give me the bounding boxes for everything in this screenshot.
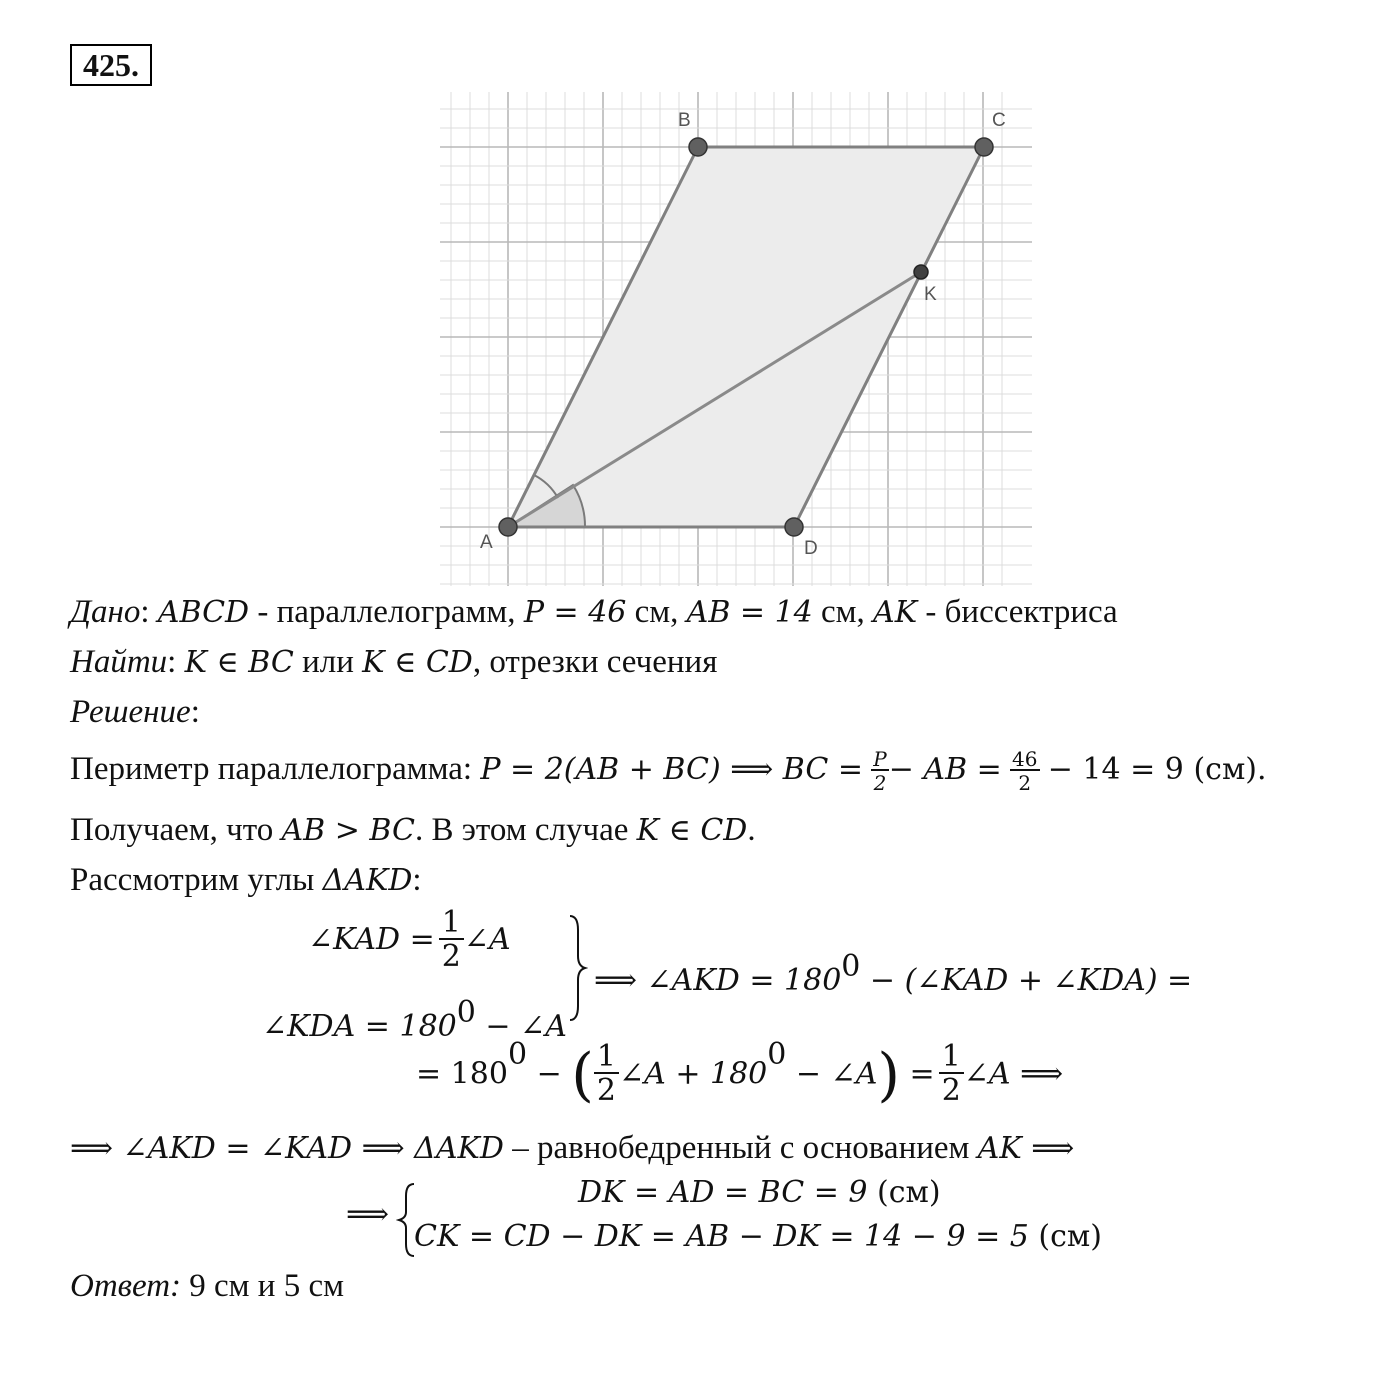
system1-row1 xyxy=(308,905,511,974)
perimeter-unit: (см). xyxy=(1183,752,1267,787)
frac-num: 1 xyxy=(439,908,464,940)
given-perimeter: P = 46 xyxy=(523,595,627,630)
given-text-1: - параллелограмм, xyxy=(249,594,524,630)
cont-e: = xyxy=(900,1056,935,1092)
system1-angle-a: ∠A xyxy=(463,922,511,957)
given-colon: : xyxy=(140,594,150,630)
continuation-line xyxy=(416,1037,1064,1109)
parallelogram-figure xyxy=(440,92,1032,586)
fraction-p-over-2 xyxy=(871,747,888,796)
frac-den: 2 xyxy=(941,1073,961,1109)
cont-f: ∠A ⟹ xyxy=(963,1056,1064,1092)
system1-row2 xyxy=(262,995,567,1044)
find-or: или xyxy=(293,644,363,680)
find-colon: : xyxy=(167,644,177,680)
system2-unit-1: (см) xyxy=(867,1175,941,1210)
frac-den: 2 xyxy=(873,771,887,796)
perimeter-eq-2: − AB = xyxy=(888,752,1002,787)
compare-text-1: Получаем, что xyxy=(70,812,282,848)
system2-unit-2: (см) xyxy=(1028,1219,1102,1254)
compare-text-2: . В этом случае xyxy=(414,812,637,848)
iso-math-2: AK ⟹ xyxy=(977,1131,1075,1166)
given-figure: ABCD xyxy=(157,595,250,630)
fraction-one-half xyxy=(439,905,464,974)
perimeter-text: Периметр параллелограмма: xyxy=(70,751,481,787)
solution-colon: : xyxy=(190,694,200,730)
point-b xyxy=(689,138,707,156)
fraction-46-over-2 xyxy=(1010,747,1039,796)
find-k-cd: K ∈ CD xyxy=(362,645,473,680)
system1-kda-rest: − ∠A xyxy=(475,1009,567,1044)
frac-den: 2 xyxy=(596,1073,616,1109)
angles-text: Рассмотрим углы xyxy=(70,862,323,898)
frac-den: 2 xyxy=(441,939,461,974)
frac-num: 1 xyxy=(594,1042,619,1074)
answer-value: 9 см и 5 см xyxy=(181,1268,345,1304)
solution-label: Решение xyxy=(70,694,191,730)
frac-num: P xyxy=(873,747,887,772)
cont-d: − ∠A xyxy=(786,1056,878,1092)
degree-sup: 0 xyxy=(841,949,861,984)
cont-b: − xyxy=(527,1056,572,1092)
perimeter-eq-3: − 14 = 9 xyxy=(1047,752,1184,787)
degree-sup: 0 xyxy=(456,995,476,1030)
given-text-4: - биссектриса xyxy=(917,594,1118,630)
iso-text: – равнобедренный с основанием xyxy=(503,1130,978,1166)
label-b: B xyxy=(678,110,691,131)
fraction-one-half xyxy=(939,1039,964,1109)
compare-line xyxy=(70,810,756,851)
compare-math-1: AB > BC xyxy=(281,813,415,848)
system1-akd-rest: − (∠KAD + ∠KDA) = xyxy=(860,963,1193,998)
point-c xyxy=(975,138,993,156)
point-a xyxy=(499,518,517,536)
label-c: C xyxy=(992,110,1006,131)
right-brace-icon xyxy=(566,912,588,1024)
answer-line xyxy=(70,1266,344,1306)
given-label: Дано xyxy=(70,594,141,630)
solution-heading xyxy=(70,692,200,732)
cont-c: ∠A + 180 xyxy=(618,1056,768,1092)
given-ab: AB = 14 xyxy=(686,595,813,630)
angles-line xyxy=(70,860,422,901)
system1-akd: ⟹ ∠AKD = 180 xyxy=(594,963,842,998)
answer-label: Ответ: xyxy=(70,1268,182,1304)
system2-dk: DK = AD = BC = 9 xyxy=(578,1175,868,1210)
system2-ck: CK = CD − DK = AB − DK = 14 − 9 = 5 xyxy=(414,1219,1029,1254)
system1-kad: ∠KAD = xyxy=(308,922,435,957)
degree-sup: 0 xyxy=(507,1037,528,1072)
point-d xyxy=(785,518,803,536)
angles-colon: : xyxy=(412,862,422,898)
left-paren-icon: ( xyxy=(571,1040,594,1109)
system2-row2 xyxy=(414,1219,1102,1254)
perimeter-line xyxy=(70,742,1267,797)
find-line xyxy=(70,642,717,683)
system1-kda: ∠KDA = 180 xyxy=(262,1009,457,1044)
isosceles-line xyxy=(70,1128,1074,1169)
system2-arrow xyxy=(346,1197,390,1232)
degree-sup: 0 xyxy=(767,1037,787,1072)
find-k-bc: K ∈ BC xyxy=(184,645,294,680)
frac-num: 1 xyxy=(939,1042,964,1074)
label-d: D xyxy=(804,538,818,559)
given-line xyxy=(70,592,1118,633)
perimeter-eq-1: P = 2(AB + BC) ⟹ BC = xyxy=(480,752,864,787)
point-k xyxy=(914,265,928,279)
system2-row1 xyxy=(578,1175,941,1210)
problem-number: 425. xyxy=(70,44,152,86)
compare-math-2: K ∈ CD xyxy=(636,813,748,848)
iso-math-1: ⟹ ∠AKD = ∠KAD ⟹ ΔAKD xyxy=(70,1131,504,1166)
right-paren-icon: ) xyxy=(877,1040,901,1109)
find-label: Найти xyxy=(70,644,168,680)
frac-den: 2 xyxy=(1018,771,1032,796)
fraction-one-half xyxy=(594,1039,619,1109)
cont-a: = 180 xyxy=(416,1056,508,1092)
label-a: A xyxy=(480,532,493,553)
given-text-3: см, xyxy=(812,594,874,630)
angles-triangle: ΔAKD xyxy=(322,863,413,898)
given-ak: AK xyxy=(873,595,918,630)
given-text-2: см, xyxy=(626,594,687,630)
system1-right xyxy=(594,949,1193,998)
find-rest: , отрезки сечения xyxy=(472,644,718,680)
system2-arrow-text: ⟹ xyxy=(346,1197,390,1232)
compare-text-3: . xyxy=(747,812,756,848)
frac-num: 46 xyxy=(1012,747,1038,772)
label-k: K xyxy=(924,284,937,305)
